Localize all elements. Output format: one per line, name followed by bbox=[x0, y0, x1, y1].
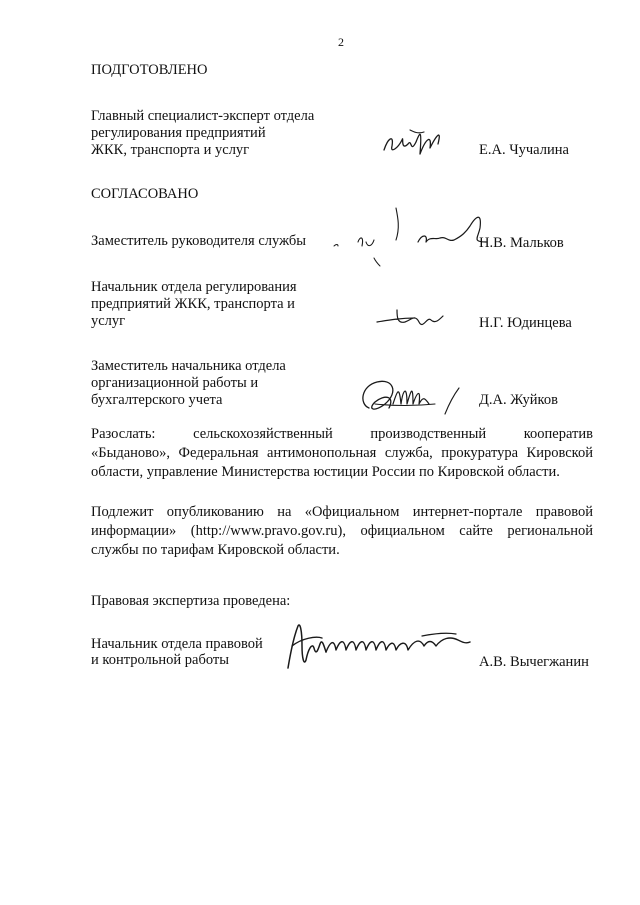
prepared-heading: ПОДГОТОВЛЕНО bbox=[91, 62, 208, 78]
agreed-heading: СОГЛАСОВАНО bbox=[91, 186, 199, 202]
prepared-name: Е.А. Чучалина bbox=[479, 142, 569, 158]
agreed-3-position-line-2: организационной работы и bbox=[91, 375, 259, 391]
agreed-1-position-line-1: Заместитель руководителя службы bbox=[91, 233, 307, 249]
distribution-paragraph bbox=[91, 425, 593, 482]
publication-paragraph bbox=[91, 503, 593, 560]
signature-zhuykov bbox=[355, 374, 465, 418]
publication-line-1: Подлежит опубликованию на «Официальном интернет-портале правовой bbox=[91, 504, 593, 520]
agreed-3-position-line-1: Заместитель начальника отдела bbox=[91, 358, 286, 374]
signature-chuchalina bbox=[380, 124, 450, 160]
prepared-position-line-2: регулирования предприятий bbox=[91, 125, 266, 141]
agreed-2-name: Н.Г. Юдинцева bbox=[479, 315, 572, 331]
agreed-2-position-line-1: Начальник отдела регулирования bbox=[91, 279, 297, 295]
publication-line-3: службы по тарифам Кировской области. bbox=[91, 542, 340, 558]
agreed-2-position-line-2: предприятий ЖКК, транспорта и bbox=[91, 296, 295, 312]
legal-review-position-line-1: Начальник отдела правовой bbox=[91, 636, 263, 652]
agreed-2-position-line-3: услуг bbox=[91, 313, 126, 329]
page-number: 2 bbox=[338, 35, 344, 49]
legal-review-statement: Правовая экспертиза проведена: bbox=[91, 593, 291, 609]
distribution-line-1: Разослать: сельскохозяйственный производственный кооператив bbox=[91, 426, 593, 442]
legal-review-name: А.В. Вычегжанин bbox=[479, 654, 589, 670]
signature-yudintseva bbox=[375, 306, 445, 332]
prepared-position-line-3: ЖКК, транспорта и услуг bbox=[91, 142, 250, 158]
signature-malkov bbox=[330, 206, 490, 266]
signature-vychegzhanin bbox=[282, 616, 472, 672]
distribution-line-2: «Быданово», Федеральная антимонопольная служба, прокуратура Кировской bbox=[91, 445, 593, 461]
legal-review-position-line-2: и контрольной работы bbox=[91, 652, 229, 668]
publication-line-2: информации» (http://www.pravo.gov.ru), официальном сайте региональной bbox=[91, 523, 593, 539]
agreed-1-name: Н.В. Мальков bbox=[479, 235, 564, 251]
agreed-3-position-line-3: бухгалтерского учета bbox=[91, 392, 223, 408]
prepared-position-line-1: Главный специалист-эксперт отдела bbox=[91, 108, 315, 124]
distribution-line-3: области, управление Министерства юстиции России по Кировской области. bbox=[91, 464, 560, 480]
agreed-3-name: Д.А. Жуйков bbox=[479, 392, 558, 408]
